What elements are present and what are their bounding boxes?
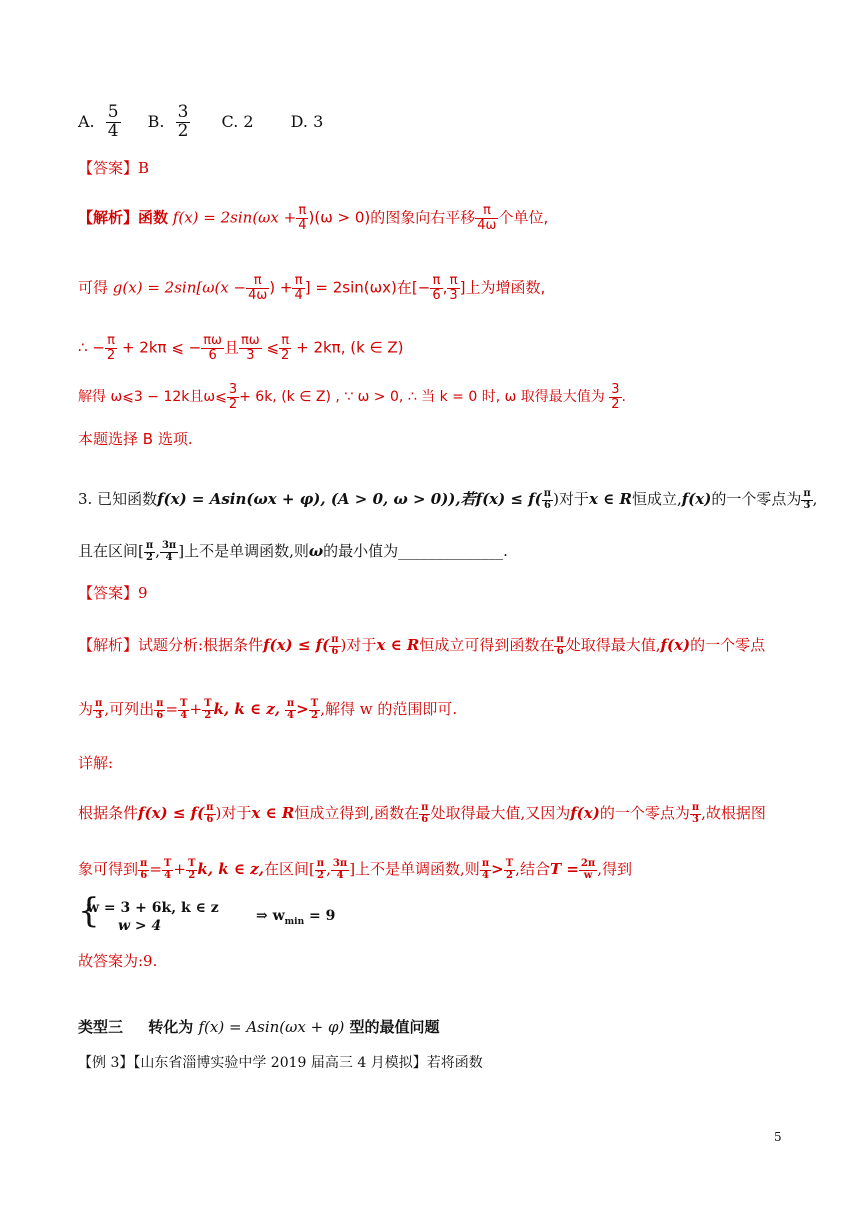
option-c: C. 2: [221, 111, 254, 131]
q3-line1: 3. 已知函数f(x) = Asin(ωx + φ), (A > 0, ω > 0)),若f(x) ≤ f( $\frac{\pi}{6}$ )对于x ∈ R恒成立,f(x)的一个零点为 $\frac{\pi}{3}$ ,: [78, 488, 818, 511]
q2-analysis-line2: 可得 g(x) = 2sin[ω(x − $\frac{\pi}{4\omega}$ ) + $\frac{\pi}{4}$ ] = 2sin(ωx)在[− $\frac{\pi}{6}$ , $\frac{\pi}{3}$ ]上为增函数,: [78, 273, 546, 303]
option-a-label: A.: [78, 111, 95, 131]
section-heading: 类型三 转化为 f(x) = Asin(ωx + φ) 型的最值问题: [78, 1018, 440, 1036]
q2-analysis-line1: 【解析】函数 f(x) = 2sin(ωx + $\frac{\pi}{4}$ )(ω > 0)的图象向右平移 $\frac{\pi}{4\omega}$ 个单位,: [78, 203, 549, 233]
q2-answer: 【答案】B: [78, 159, 150, 177]
section-type-label: 类型三: [78, 1018, 124, 1036]
page-number: 5: [774, 1130, 782, 1144]
analysis-line2: 为 $\frac{\pi}{3}$ ,可列出 $\frac{\pi}{6}$ = $\frac{T}{4}$ + $\frac{T}{2}$ k, k ∈ z, $\frac{\pi}{4}$ > $\frac{T}{2}$ ,解得 w 的范围即可.: [78, 698, 458, 721]
option-a-fraction: $\frac{5}{4}$: [107, 102, 119, 141]
detail-label: 详解:: [78, 754, 114, 772]
final-answer: 故答案为:9.: [78, 952, 158, 970]
q2-choice-line: 本题选择 B 选项.: [78, 430, 193, 448]
detail-line1: 根据条件f(x) ≤ f( $\frac{\pi}{6}$ )对于x ∈ R恒成立得到,函数在 $\frac{\pi}{6}$ 处取得最大值,又因为f(x)的一个零点为 $\frac{\pi}{3}$ ,故根据图: [78, 802, 766, 825]
q2-analysis-line4: 解得 ω⩽3 − 12k且ω⩽ $\frac{3}{2}$ + 6k, (k ∈ Z) , ∵ ω > 0, ∴ 当 k = 0 时, ω 取得最大值为 $\frac{3}{2}$ .: [78, 382, 626, 412]
detail-line2: 象可得到 $\frac{\pi}{6}$ = $\frac{T}{4}$ + $\frac{T}{2}$ k, k ∈ z,在区间[ $\frac{\pi}{2}$ , $\frac{3\pi}{4}$ ]上不是单调函数,则 $\frac{\pi}{4}$ > $\frac{T}{2}$ ,结合T = $\frac{2\pi}{w}$ ,得到: [78, 858, 632, 881]
option-b-fraction: $\frac{3}{2}$: [177, 102, 189, 141]
analysis-line1: 【解析】试题分析:根据条件f(x) ≤ f( $\frac{\pi}{6}$ )对于x ∈ R恒成立可得到函数在 $\frac{\pi}{6}$ 处取得最大值,f(x)的一个零点: [78, 634, 766, 657]
example-line: 【例 3】【山东省淄博实验中学 2019 届高三 4 月模拟】若将函数: [78, 1055, 483, 1071]
options-row: [78, 104, 323, 141]
q2-analysis-line3: ∴ − $\frac{\pi}{2}$ + 2kπ ⩽ − $\frac{\pi\omega}{6}$ 且 $\frac{\pi\omega}{3}$ ⩽ $\frac{\pi}{2}$ + 2kπ, (k ∈ Z): [78, 333, 404, 363]
q3-answer: 【答案】9: [78, 584, 148, 602]
q3-line2: 且在区间[ $\frac{\pi}{2}$ , $\frac{3\pi}{4}$ ]上不是单调函数,则ω的最小值为______________.: [78, 540, 508, 563]
option-d: D. 3: [290, 111, 324, 131]
option-b-label: B.: [147, 111, 165, 131]
